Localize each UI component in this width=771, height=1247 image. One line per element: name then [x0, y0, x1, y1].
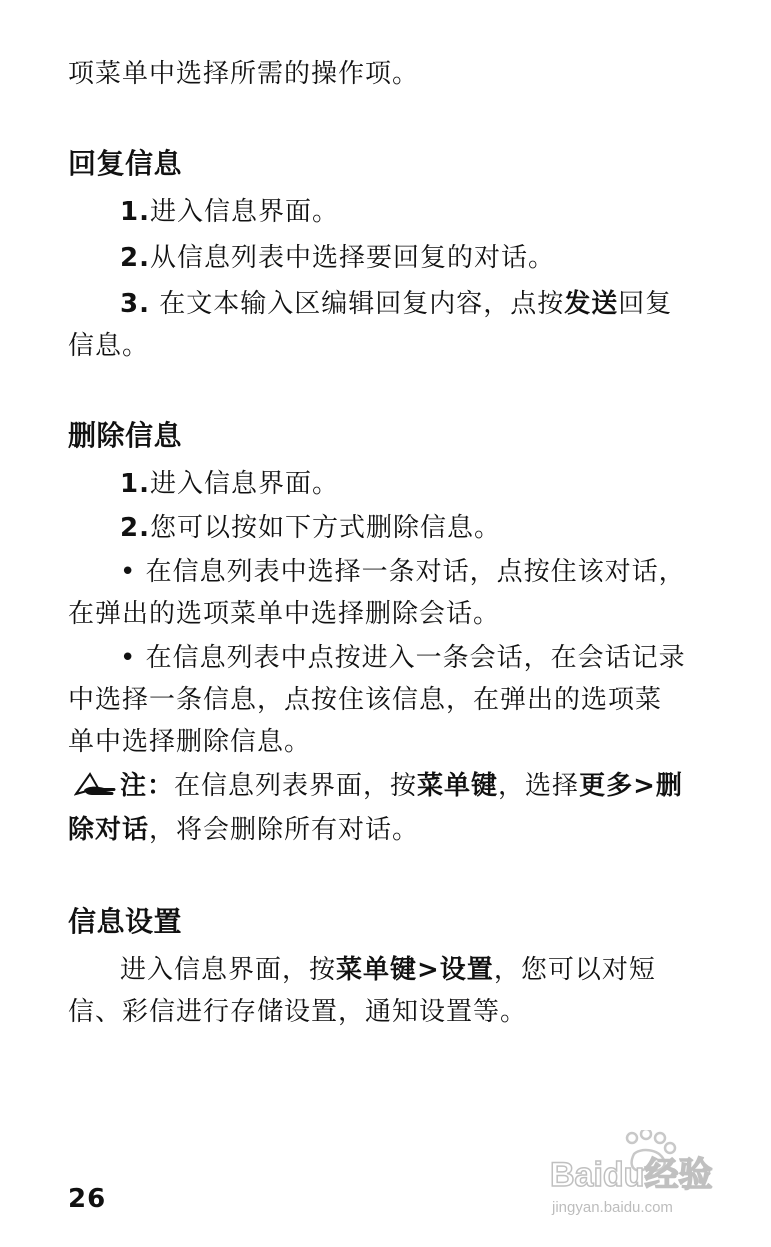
delete-heading: 删除信息 [68, 419, 183, 452]
delete-bullet-1: • 在信息列表中选择一条对话，点按住该对话， [120, 557, 686, 587]
step-text: 进入信息界面。 [149, 469, 339, 499]
more-delete-label: 更多>删 [579, 771, 683, 801]
reply-step-2 [120, 242, 708, 274]
delete-bullet-2: • 在信息列表中点按进入一条会话，在会话记录 [120, 643, 686, 673]
delete-bullet-2-cont-2: 单中选择删除信息。 [68, 727, 312, 757]
reply-step-3 [120, 288, 708, 320]
settings-line-2: 信、彩信进行存储设置，通知设置等。 [68, 997, 528, 1027]
delete-conversation-label: 除对话 [68, 815, 150, 845]
delete-step-2 [120, 512, 708, 544]
delete-bullet-2-cont-1: 中选择一条信息，点按住该信息，在弹出的选项菜 [68, 685, 663, 715]
watermark-brand: Baidu经验 [550, 1156, 713, 1194]
reply-step-3-cont: 信息。 [68, 331, 150, 361]
menu-key-label: 菜单键 [417, 771, 499, 801]
watermark-url: jingyan.baidu.com [552, 1199, 673, 1216]
intro-tail-line [68, 58, 708, 90]
step-number: 3. [120, 289, 150, 319]
step-number: 1. [120, 197, 150, 227]
step-text: 您可以按如下方式删除信息。 [149, 513, 501, 543]
reply-heading: 回复信息 [68, 147, 183, 180]
send-label: 发送 [564, 289, 619, 319]
delete-step-1 [120, 468, 708, 500]
delete-note [74, 770, 714, 802]
hand-pointing-icon [74, 772, 118, 798]
step-number: 2. [120, 243, 150, 273]
baidu-jingyan-watermark [548, 1130, 726, 1220]
step-number: 2. [120, 513, 150, 543]
delete-bullet-1-cont: 在弹出的选项菜单中选择删除会话。 [68, 599, 501, 629]
menu-settings-label: 菜单键>设置 [336, 955, 494, 985]
intro-tail-text: 项菜单中选择所需的操作项。 [68, 59, 420, 89]
note-text: ，将会删除所有对话。 [149, 815, 420, 845]
settings-text: ，您可以对短 [493, 955, 656, 985]
settings-text: 进入信息界面，按 [120, 955, 337, 985]
reply-step-1 [120, 196, 708, 228]
settings-line-1 [120, 954, 708, 986]
step-text: 从信息列表中选择要回复的对话。 [149, 243, 555, 273]
step-number: 1. [120, 469, 150, 499]
step-text-tail: 回复 [618, 289, 673, 319]
page-number: 26 [68, 1184, 107, 1214]
step-text: 进入信息界面。 [149, 197, 339, 227]
settings-heading: 信息设置 [68, 905, 183, 938]
note-text: 在信息列表界面，按 [174, 771, 418, 801]
note-label: 注： [120, 771, 175, 801]
delete-note-cont [68, 814, 708, 846]
step-text: 在文本输入区编辑回复内容，点按 [149, 289, 565, 319]
note-text: ，选择 [498, 771, 580, 801]
